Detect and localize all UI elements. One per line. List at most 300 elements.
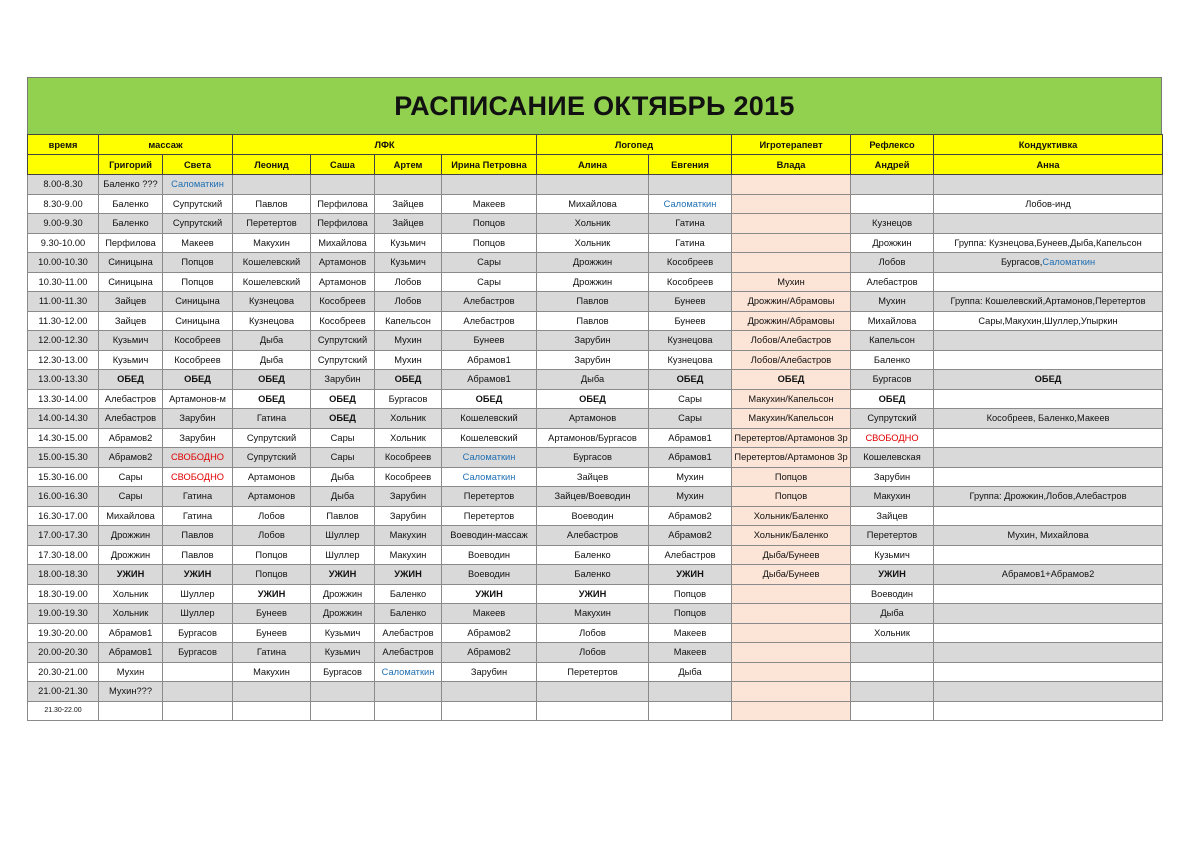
schedule-cell: Хольник/Баленко (732, 506, 851, 526)
schedule-cell: ОБЕД (233, 389, 311, 409)
time-cell: 20.00-20.30 (28, 643, 99, 663)
schedule-cell (537, 682, 649, 702)
table-row (28, 701, 1163, 721)
schedule-cell: Капельсон (375, 311, 442, 331)
schedule-cell: Абрамов1+Абрамов2 (934, 565, 1163, 585)
schedule-cell: Гатина (233, 643, 311, 663)
schedule-cell: Кособреев (649, 253, 732, 273)
schedule-cell: Павлов (163, 545, 233, 565)
specialist-header: Евгения (649, 155, 732, 175)
schedule-cell: Попцов (163, 253, 233, 273)
schedule-cell: Дрожжин (311, 584, 375, 604)
schedule-cell (934, 272, 1163, 292)
schedule-sheet (27, 77, 1162, 721)
schedule-cell: Макухин (375, 545, 442, 565)
time-cell: 15.00-15.30 (28, 448, 99, 468)
group-header-igroterapevt: Игротерапевт (732, 135, 851, 155)
schedule-cell: Зайцев (99, 292, 163, 312)
schedule-cell: УЖИН (311, 565, 375, 585)
cell-part: Саломаткин (1042, 257, 1096, 268)
schedule-cell (934, 584, 1163, 604)
time-cell: 14.30-15.00 (28, 428, 99, 448)
schedule-cell: Артамонов (311, 272, 375, 292)
schedule-cell: Дыба (851, 604, 934, 624)
schedule-cell: Мухин (732, 272, 851, 292)
schedule-cell: Абрамов1 (99, 623, 163, 643)
schedule-cell: Зайцев (851, 506, 934, 526)
schedule-cell: ОБЕД (233, 370, 311, 390)
schedule-cell: Бургасов (537, 448, 649, 468)
time-cell: 14.00-14.30 (28, 409, 99, 429)
schedule-cell: Сары,Макухин,Шуллер,Упыркин (934, 311, 1163, 331)
schedule-cell: Саломаткин (442, 467, 537, 487)
schedule-cell: Перетертов/Артамонов 3р (732, 448, 851, 468)
schedule-cell (851, 682, 934, 702)
schedule-cell: Воеводин-массаж (442, 526, 537, 546)
schedule-cell (163, 682, 233, 702)
table-row (28, 526, 1163, 546)
schedule-cell: Попцов (732, 467, 851, 487)
schedule-cell: Дыба (537, 370, 649, 390)
schedule-cell (934, 331, 1163, 351)
schedule-cell: Макухин (233, 233, 311, 253)
schedule-cell: Бургасов (375, 389, 442, 409)
schedule-cell: Зарубин (375, 487, 442, 507)
schedule-cell (934, 448, 1163, 468)
schedule-cell: Кособреев (649, 272, 732, 292)
schedule-body (28, 135, 1163, 721)
schedule-cell: Макухин (233, 662, 311, 682)
schedule-cell (732, 604, 851, 624)
table-row (28, 682, 1163, 702)
schedule-cell: Сары (442, 253, 537, 273)
schedule-cell: Баленко (99, 214, 163, 234)
schedule-cell: Кузнецова (649, 350, 732, 370)
group-header-massage: массаж (99, 135, 233, 155)
time-cell: 15.30-16.00 (28, 467, 99, 487)
time-cell: 9.00-9.30 (28, 214, 99, 234)
schedule-cell (163, 662, 233, 682)
schedule-cell (233, 701, 311, 721)
schedule-cell (732, 253, 851, 273)
schedule-cell: Гатина (649, 233, 732, 253)
specialist-header: Артем (375, 155, 442, 175)
schedule-cell: Попцов (649, 584, 732, 604)
schedule-cell: Кузнецова (233, 311, 311, 331)
schedule-cell: Перфилова (311, 194, 375, 214)
schedule-cell: Михайлова (851, 311, 934, 331)
schedule-cell: Баленко (375, 584, 442, 604)
schedule-cell: Дыба (233, 331, 311, 351)
schedule-cell (934, 682, 1163, 702)
time-header: время (28, 135, 99, 155)
time-cell: 18.30-19.00 (28, 584, 99, 604)
table-row (28, 643, 1163, 663)
table-row (28, 194, 1163, 214)
schedule-cell (311, 682, 375, 702)
schedule-cell (732, 214, 851, 234)
schedule-cell: Абрамов1 (442, 370, 537, 390)
schedule-cell: Супрутский (233, 428, 311, 448)
specialist-header-row (28, 155, 1163, 175)
schedule-cell: Сары (99, 487, 163, 507)
schedule-cell: Воеводин (537, 506, 649, 526)
schedule-cell: Макухин (375, 526, 442, 546)
schedule-cell: Баленко (375, 604, 442, 624)
schedule-title: РАСПИСАНИЕ ОКТЯБРЬ 2015 (27, 77, 1162, 134)
schedule-cell (732, 175, 851, 195)
schedule-table (27, 134, 1163, 721)
table-row (28, 448, 1163, 468)
schedule-cell: Алебастров (375, 643, 442, 663)
specialist-header: Леонид (233, 155, 311, 175)
schedule-cell: Группа: Кузнецова,Бунеев,Дыба,Капельсон (934, 233, 1163, 253)
table-row (28, 272, 1163, 292)
schedule-cell: Абрамов2 (442, 643, 537, 663)
schedule-cell: Кузьмич (99, 331, 163, 351)
schedule-cell: Сары (649, 409, 732, 429)
schedule-cell: ОБЕД (934, 370, 1163, 390)
time-cell: 16.30-17.00 (28, 506, 99, 526)
schedule-cell: Перфилова (99, 233, 163, 253)
schedule-cell (537, 701, 649, 721)
schedule-cell: Попцов (233, 545, 311, 565)
schedule-cell: Перетертов (851, 526, 934, 546)
schedule-cell: Лобов (233, 526, 311, 546)
schedule-cell: Михайлова (311, 233, 375, 253)
group-header-reflekso: Рефлексо (851, 135, 934, 155)
time-cell: 11.00-11.30 (28, 292, 99, 312)
schedule-cell (934, 643, 1163, 663)
table-row (28, 233, 1163, 253)
schedule-cell (732, 643, 851, 663)
specialist-header: Алина (537, 155, 649, 175)
schedule-cell: СВОБОДНО (163, 467, 233, 487)
time-cell: 13.00-13.30 (28, 370, 99, 390)
schedule-cell: УЖИН (163, 565, 233, 585)
schedule-cell (934, 428, 1163, 448)
schedule-cell (375, 701, 442, 721)
schedule-cell: Лобов (375, 292, 442, 312)
schedule-cell (934, 467, 1163, 487)
schedule-cell: Перетертов (537, 662, 649, 682)
table-row (28, 253, 1163, 273)
schedule-cell: Кузнецова (649, 331, 732, 351)
schedule-cell: Бургасов (311, 662, 375, 682)
schedule-cell (375, 175, 442, 195)
schedule-cell (934, 506, 1163, 526)
group-header-lfk: ЛФК (233, 135, 537, 155)
time-cell: 13.30-14.00 (28, 389, 99, 409)
schedule-cell (537, 175, 649, 195)
schedule-cell: Зарубин (537, 331, 649, 351)
schedule-cell: Кошелевский (442, 428, 537, 448)
schedule-cell: Кузнецов (851, 214, 934, 234)
schedule-cell: Зарубин (311, 370, 375, 390)
table-row (28, 428, 1163, 448)
schedule-cell: Группа: Дрожжин,Лобов,Алебастров (934, 487, 1163, 507)
schedule-cell: Мухин (375, 331, 442, 351)
schedule-cell: Лобов (375, 272, 442, 292)
schedule-cell: Лобов (537, 623, 649, 643)
schedule-cell: Макеев (649, 643, 732, 663)
schedule-cell: Дрожжин (311, 604, 375, 624)
schedule-cell: Шуллер (163, 584, 233, 604)
table-row (28, 292, 1163, 312)
schedule-cell: Баленко (537, 545, 649, 565)
schedule-cell: Макеев (163, 233, 233, 253)
schedule-cell: Группа: Кошелевский,Артамонов,Перетертов (934, 292, 1163, 312)
specialist-header: Григорий (99, 155, 163, 175)
schedule-cell: Зарубин (851, 467, 934, 487)
schedule-cell: Супрутский (163, 214, 233, 234)
schedule-cell: Кузьмич (311, 643, 375, 663)
schedule-cell: Кошелевская (851, 448, 934, 468)
schedule-cell: Супрутский (311, 331, 375, 351)
schedule-cell: Зайцев/Воеводин (537, 487, 649, 507)
schedule-cell: Бунеев (233, 604, 311, 624)
schedule-cell: Синицына (163, 292, 233, 312)
schedule-cell: Артамонов (537, 409, 649, 429)
schedule-cell: Капельсон (851, 331, 934, 351)
schedule-cell: Зарубин (537, 350, 649, 370)
specialist-header: Андрей (851, 155, 934, 175)
table-row (28, 565, 1163, 585)
schedule-cell: Хольник (537, 214, 649, 234)
schedule-cell: Зайцев (99, 311, 163, 331)
schedule-cell: Дыба/Бунеев (732, 565, 851, 585)
schedule-cell: Алебастров (99, 389, 163, 409)
schedule-cell (934, 701, 1163, 721)
specialist-header: Ирина Петровна (442, 155, 537, 175)
schedule-cell (934, 175, 1163, 195)
schedule-cell: Гатина (163, 506, 233, 526)
schedule-cell (311, 175, 375, 195)
schedule-cell: Лобов (537, 643, 649, 663)
schedule-cell: Абрамов2 (99, 428, 163, 448)
table-row (28, 409, 1163, 429)
schedule-cell: Алебастров (375, 623, 442, 643)
schedule-cell: Абрамов1 (649, 448, 732, 468)
schedule-cell: УЖИН (233, 584, 311, 604)
table-row (28, 506, 1163, 526)
schedule-cell: Дрожжин (99, 545, 163, 565)
schedule-cell: Дыба (311, 487, 375, 507)
schedule-cell (851, 194, 934, 214)
schedule-cell: УЖИН (537, 584, 649, 604)
schedule-cell: Мухин (375, 350, 442, 370)
schedule-cell: Кошелевский (442, 409, 537, 429)
schedule-cell: Хольник (99, 584, 163, 604)
schedule-cell: Попцов (732, 487, 851, 507)
schedule-cell (851, 175, 934, 195)
time-cell: 20.30-21.00 (28, 662, 99, 682)
schedule-cell: СВОБОДНО (851, 428, 934, 448)
schedule-cell (934, 604, 1163, 624)
schedule-cell: Хольник (375, 428, 442, 448)
schedule-cell: Абрамов2 (649, 526, 732, 546)
schedule-cell: Зайцев (537, 467, 649, 487)
table-row (28, 545, 1163, 565)
schedule-cell: Кузьмич (375, 233, 442, 253)
schedule-cell: Хольник (375, 409, 442, 429)
schedule-cell: УЖИН (442, 584, 537, 604)
schedule-cell (934, 662, 1163, 682)
schedule-cell: Артамонов (233, 467, 311, 487)
table-row (28, 584, 1163, 604)
schedule-cell: ОБЕД (537, 389, 649, 409)
schedule-cell: Кособреев (311, 292, 375, 312)
schedule-cell: Баленко (537, 565, 649, 585)
table-row (28, 350, 1163, 370)
schedule-cell: Дыба/Бунеев (732, 545, 851, 565)
schedule-cell: Перетертов (233, 214, 311, 234)
schedule-cell: Лобов/Алебастров (732, 331, 851, 351)
schedule-cell: Синицына (99, 253, 163, 273)
schedule-cell: Михайлова (99, 506, 163, 526)
schedule-cell: ОБЕД (311, 409, 375, 429)
schedule-cell: Макухин (537, 604, 649, 624)
schedule-cell: Воеводин (442, 565, 537, 585)
schedule-cell: Саломаткин (442, 448, 537, 468)
schedule-cell: Гатина (233, 409, 311, 429)
schedule-cell: Шуллер (311, 545, 375, 565)
table-row (28, 467, 1163, 487)
schedule-cell: Сары (311, 428, 375, 448)
schedule-cell: Попцов (442, 233, 537, 253)
time-cell: 8.30-9.00 (28, 194, 99, 214)
schedule-cell: Алебастров (442, 292, 537, 312)
schedule-cell: Кузьмич (311, 623, 375, 643)
schedule-cell: Зарубин (163, 409, 233, 429)
schedule-cell (442, 682, 537, 702)
schedule-cell (375, 682, 442, 702)
table-row (28, 311, 1163, 331)
schedule-cell: Бургасов (851, 370, 934, 390)
schedule-cell: Супрутский (163, 194, 233, 214)
schedule-cell: Бунеев (649, 292, 732, 312)
schedule-cell: Зарубин (163, 428, 233, 448)
specialist-header: Анна (934, 155, 1163, 175)
schedule-cell: Кузьмич (99, 350, 163, 370)
schedule-cell: Алебастров (649, 545, 732, 565)
time-cell: 17.00-17.30 (28, 526, 99, 546)
schedule-cell: Кузнецова (233, 292, 311, 312)
schedule-cell: Супрутский (851, 409, 934, 429)
schedule-cell: Макухин (851, 487, 934, 507)
schedule-cell: Мухин??? (99, 682, 163, 702)
schedule-cell (934, 253, 1163, 273)
schedule-cell: Мухин (851, 292, 934, 312)
table-row (28, 331, 1163, 351)
schedule-cell: Мухин (649, 467, 732, 487)
table-row (28, 604, 1163, 624)
schedule-cell: Михайлова (537, 194, 649, 214)
schedule-cell: Хольник/Баленко (732, 526, 851, 546)
time-cell: 12.00-12.30 (28, 331, 99, 351)
group-header-row (28, 135, 1163, 155)
schedule-cell: Зайцев (375, 214, 442, 234)
schedule-cell: Перетертов (442, 506, 537, 526)
schedule-cell: Бургасов (163, 623, 233, 643)
schedule-cell (732, 584, 851, 604)
schedule-cell (649, 701, 732, 721)
schedule-cell: Сары (442, 272, 537, 292)
time-cell: 8.00-8.30 (28, 175, 99, 195)
schedule-cell (732, 701, 851, 721)
schedule-cell: ОБЕД (732, 370, 851, 390)
schedule-cell: Алебастров (537, 526, 649, 546)
schedule-cell: Баленко (851, 350, 934, 370)
schedule-cell: ОБЕД (442, 389, 537, 409)
schedule-cell: Кошелевский (233, 253, 311, 273)
schedule-cell: Макеев (442, 194, 537, 214)
schedule-cell: Алебастров (851, 272, 934, 292)
schedule-cell (851, 662, 934, 682)
schedule-cell: Перетертов (442, 487, 537, 507)
schedule-cell (934, 389, 1163, 409)
schedule-cell: Мухин, Михайлова (934, 526, 1163, 546)
schedule-cell: Дрожжин (537, 253, 649, 273)
schedule-cell: Павлов (311, 506, 375, 526)
schedule-cell: Кузьмич (851, 545, 934, 565)
schedule-cell: Артамонов/Бургасов (537, 428, 649, 448)
time-cell: 16.00-16.30 (28, 487, 99, 507)
time-cell: 21.00-21.30 (28, 682, 99, 702)
schedule-cell: Павлов (537, 311, 649, 331)
time-cell: 11.30-12.00 (28, 311, 99, 331)
table-row (28, 487, 1163, 507)
schedule-cell: Мухин (99, 662, 163, 682)
schedule-cell: Саломаткин (375, 662, 442, 682)
table-row (28, 389, 1163, 409)
schedule-cell: Алебастров (442, 311, 537, 331)
schedule-cell: Хольник (851, 623, 934, 643)
schedule-cell: Перфилова (311, 214, 375, 234)
schedule-cell: Абрамов2 (442, 623, 537, 643)
schedule-cell: Артамонов (311, 253, 375, 273)
time-cell: 10.30-11.00 (28, 272, 99, 292)
schedule-cell: Лобов (851, 253, 934, 273)
schedule-cell: ОБЕД (851, 389, 934, 409)
schedule-cell (649, 175, 732, 195)
schedule-cell: Павлов (537, 292, 649, 312)
schedule-cell: ОБЕД (311, 389, 375, 409)
schedule-cell (442, 701, 537, 721)
schedule-cell: Попцов (649, 604, 732, 624)
schedule-cell: Макеев (442, 604, 537, 624)
time-cell: 17.30-18.00 (28, 545, 99, 565)
schedule-cell (163, 701, 233, 721)
table-row (28, 370, 1163, 390)
schedule-cell: Кособреев (163, 350, 233, 370)
schedule-cell: Мухин (649, 487, 732, 507)
time-cell: 18.00-18.30 (28, 565, 99, 585)
schedule-cell: Лобов/Алебастров (732, 350, 851, 370)
schedule-cell: Баленко (99, 194, 163, 214)
schedule-cell (732, 233, 851, 253)
group-header-konduktivka: Кондуктивка (934, 135, 1163, 155)
time-cell: 19.00-19.30 (28, 604, 99, 624)
time-cell: 12.30-13.00 (28, 350, 99, 370)
schedule-cell: Абрамов1 (99, 643, 163, 663)
schedule-cell: Кособреев (375, 448, 442, 468)
specialist-header: Саша (311, 155, 375, 175)
schedule-cell: Алебастров (99, 409, 163, 429)
schedule-cell: ОБЕД (649, 370, 732, 390)
schedule-cell: Шуллер (163, 604, 233, 624)
schedule-cell: Зарубин (442, 662, 537, 682)
